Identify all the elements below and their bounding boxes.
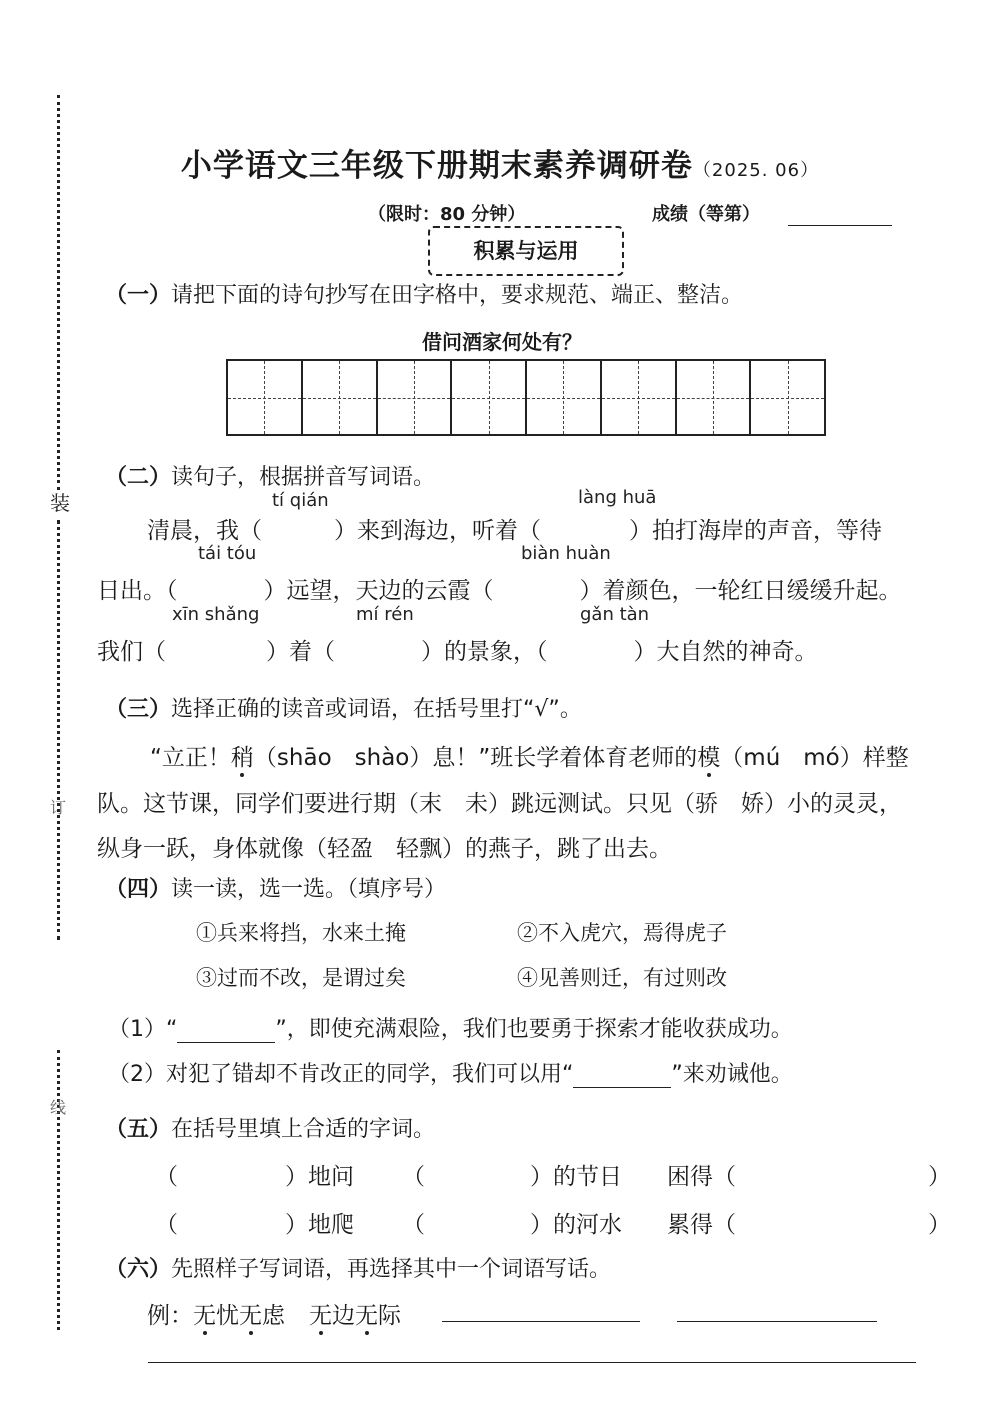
q4-s1-b: ”，即使充满艰险，我们也要勇于探索才能收获成功。 xyxy=(275,1017,793,1042)
q4-s1-a: （1）“ xyxy=(108,1017,178,1042)
q3-line1-c[interactable]: （mú mó）样整 xyxy=(720,745,909,771)
q2-heading xyxy=(105,460,435,491)
q2-line3-b: ）着（ xyxy=(266,639,335,665)
q3-label: （三） xyxy=(105,697,172,722)
q3-line1 xyxy=(150,739,909,772)
q4-sentence-1 xyxy=(108,1012,793,1043)
pinyin-xinshang: xīn shǎng xyxy=(172,604,260,625)
q6-writing-line[interactable] xyxy=(148,1362,916,1363)
page-title xyxy=(0,140,1000,185)
q6-heading xyxy=(105,1252,611,1283)
q2-line2-b: ）远望，天边的云霞（ xyxy=(263,578,494,604)
q6-example-label: 例： xyxy=(147,1303,193,1329)
binding-line-bottom xyxy=(57,1050,60,1330)
q4-s2-blank[interactable] xyxy=(573,1062,671,1088)
q1-prompt: 请把下面的诗句抄写在田字格中，要求规范、端正、整洁。 xyxy=(171,283,744,308)
grid-cell[interactable] xyxy=(303,361,378,434)
q2-line3-d: ）大自然的神奇。 xyxy=(633,639,818,665)
q5-row1-w3[interactable]: 困得（ xyxy=(667,1164,736,1190)
q5-row2-close[interactable]: ） xyxy=(928,1212,951,1238)
title-text: 小学语文三年级下册期末素养调研卷 xyxy=(180,148,693,184)
q2-line1 xyxy=(147,512,882,545)
q1-heading xyxy=(105,278,743,309)
q6-ex2-char: 边 xyxy=(332,1303,355,1329)
q2-line3-a: 我们（ xyxy=(97,639,166,665)
section-title: 积累与运用 xyxy=(428,226,624,276)
q3-line1-a: “立正！ xyxy=(150,745,231,771)
q6-blank-1[interactable] xyxy=(442,1321,640,1322)
q5-prompt: 在括号里填上合适的字词。 xyxy=(171,1117,436,1142)
q6-blank-2[interactable] xyxy=(677,1321,877,1322)
q6-ex2-char: 无 xyxy=(355,1303,378,1329)
q5-row2-w2: ）的河水 xyxy=(530,1212,622,1238)
q2-prompt: 读句子，根据拼音写词语。 xyxy=(171,465,436,490)
q3-dotted-shao: 稍 xyxy=(230,745,254,771)
grid-cell[interactable] xyxy=(228,361,303,434)
q5-row1-p2[interactable]: （ xyxy=(402,1164,425,1190)
q2-line1-a: 清晨，我（ xyxy=(147,518,262,544)
grid-cell[interactable] xyxy=(378,361,453,434)
q3-prompt: 选择正确的读音或词语，在括号里打“√”。 xyxy=(171,697,582,722)
q4-option-4: ④见善则迁，有过则改 xyxy=(517,966,727,990)
q5-row1-close[interactable]: ） xyxy=(928,1164,951,1190)
q2-line1-b: ）来到海边，听着（ xyxy=(334,518,541,544)
q4-option-2: ②不入虎穴，焉得虎子 xyxy=(517,921,727,945)
q4-s1-blank[interactable] xyxy=(177,1017,275,1043)
q6-label: （六） xyxy=(105,1257,172,1282)
q5-row1-w1: ）地问 xyxy=(285,1164,354,1190)
q6-ex1-char: 虑 xyxy=(262,1303,285,1329)
binding-char-xian: 线 xyxy=(50,1098,67,1117)
q5-row1-w2: ）的节日 xyxy=(530,1164,622,1190)
q3-line3[interactable]: 纵身一跃，身体就像（轻盈 轻飘）的燕子，跳了出去。 xyxy=(97,836,672,862)
grade-label: 成绩（等第） xyxy=(652,204,760,225)
q2-label: （二） xyxy=(105,465,172,490)
q6-ex1-char: 忧 xyxy=(216,1303,239,1329)
q4-label: （四） xyxy=(105,877,172,902)
q3-line2[interactable]: 队。这节课，同学们要进行期（末 未）跳远测试。只见（骄 娇）小的灵灵， xyxy=(97,791,902,817)
binding-line-middle xyxy=(57,520,60,940)
binding-char-ding: 订 xyxy=(50,798,67,817)
pinyin-gantan: gǎn tàn xyxy=(580,604,650,625)
q5-row2-w1: ）地爬 xyxy=(285,1212,354,1238)
pinyin-miren: mí rén xyxy=(356,604,414,625)
pinyin-tiqian: tí qián xyxy=(272,490,329,511)
q1-label: （一） xyxy=(105,283,172,308)
q5-label: （五） xyxy=(105,1117,172,1142)
pinyin-langhua: làng huā xyxy=(578,487,657,508)
q5-row2-p1[interactable]: （ xyxy=(155,1212,178,1238)
q4-option-3: ③过而不改，是谓过矣 xyxy=(196,966,406,990)
q2-line1-c: ）拍打海岸的声音，等待 xyxy=(629,518,882,544)
q3-heading xyxy=(105,692,582,723)
tianzige-grid[interactable] xyxy=(226,359,826,436)
binding-char-zhuang: 装 xyxy=(50,491,70,515)
grid-cell[interactable] xyxy=(751,361,824,434)
q5-row2-w3[interactable]: 累得（ xyxy=(667,1212,736,1238)
grid-cell[interactable] xyxy=(602,361,677,434)
q5-row1-p1[interactable]: （ xyxy=(155,1164,178,1190)
q2-line2-a: 日出。（ xyxy=(97,578,178,604)
q6-example xyxy=(147,1297,401,1330)
grid-cell[interactable] xyxy=(677,361,752,434)
q4-s2-a: （2）对犯了错却不肯改正的同学，我们可以用“ xyxy=(108,1062,574,1087)
q2-line3 xyxy=(97,633,818,666)
grid-cell[interactable] xyxy=(452,361,527,434)
q4-heading xyxy=(105,872,446,903)
q6-ex2-char: 际 xyxy=(378,1303,401,1329)
pinyin-taitou: tái tóu xyxy=(198,543,257,564)
q6-ex1-char: 无 xyxy=(239,1303,262,1329)
q3-dotted-mo: 模 xyxy=(697,745,721,771)
title-date: （2025. 06） xyxy=(692,160,820,181)
q2-line2 xyxy=(97,572,902,605)
q5-row2-p2[interactable]: （ xyxy=(402,1212,425,1238)
q6-ex1-char: 无 xyxy=(193,1303,216,1329)
q6-prompt: 先照样子写词语，再选择其中一个词语写话。 xyxy=(171,1257,612,1282)
q2-line2-c: ）着颜色，一轮红日缓缓升起。 xyxy=(579,578,902,604)
q4-option-1: ①兵来将挡，水来土掩 xyxy=(196,921,406,945)
grid-cell[interactable] xyxy=(527,361,602,434)
q4-prompt: 读一读，选一选。（填序号） xyxy=(171,877,447,902)
q6-ex2-char: 无 xyxy=(309,1303,332,1329)
q4-s2-b: ”来劝诫他。 xyxy=(671,1062,793,1087)
q3-line1-b[interactable]: （shāo shào）息！”班长学着体育老师的 xyxy=(253,745,698,771)
q5-heading xyxy=(105,1112,435,1143)
time-limit: （限时：80 分钟） xyxy=(368,204,526,225)
pinyin-bianhuan: biàn huàn xyxy=(521,543,611,564)
q4-sentence-2 xyxy=(108,1057,793,1088)
grade-blank[interactable] xyxy=(788,225,892,226)
q1-poem: 借问酒家何处有？ xyxy=(422,330,582,354)
q2-line3-c: ）的景象，（ xyxy=(421,639,548,665)
